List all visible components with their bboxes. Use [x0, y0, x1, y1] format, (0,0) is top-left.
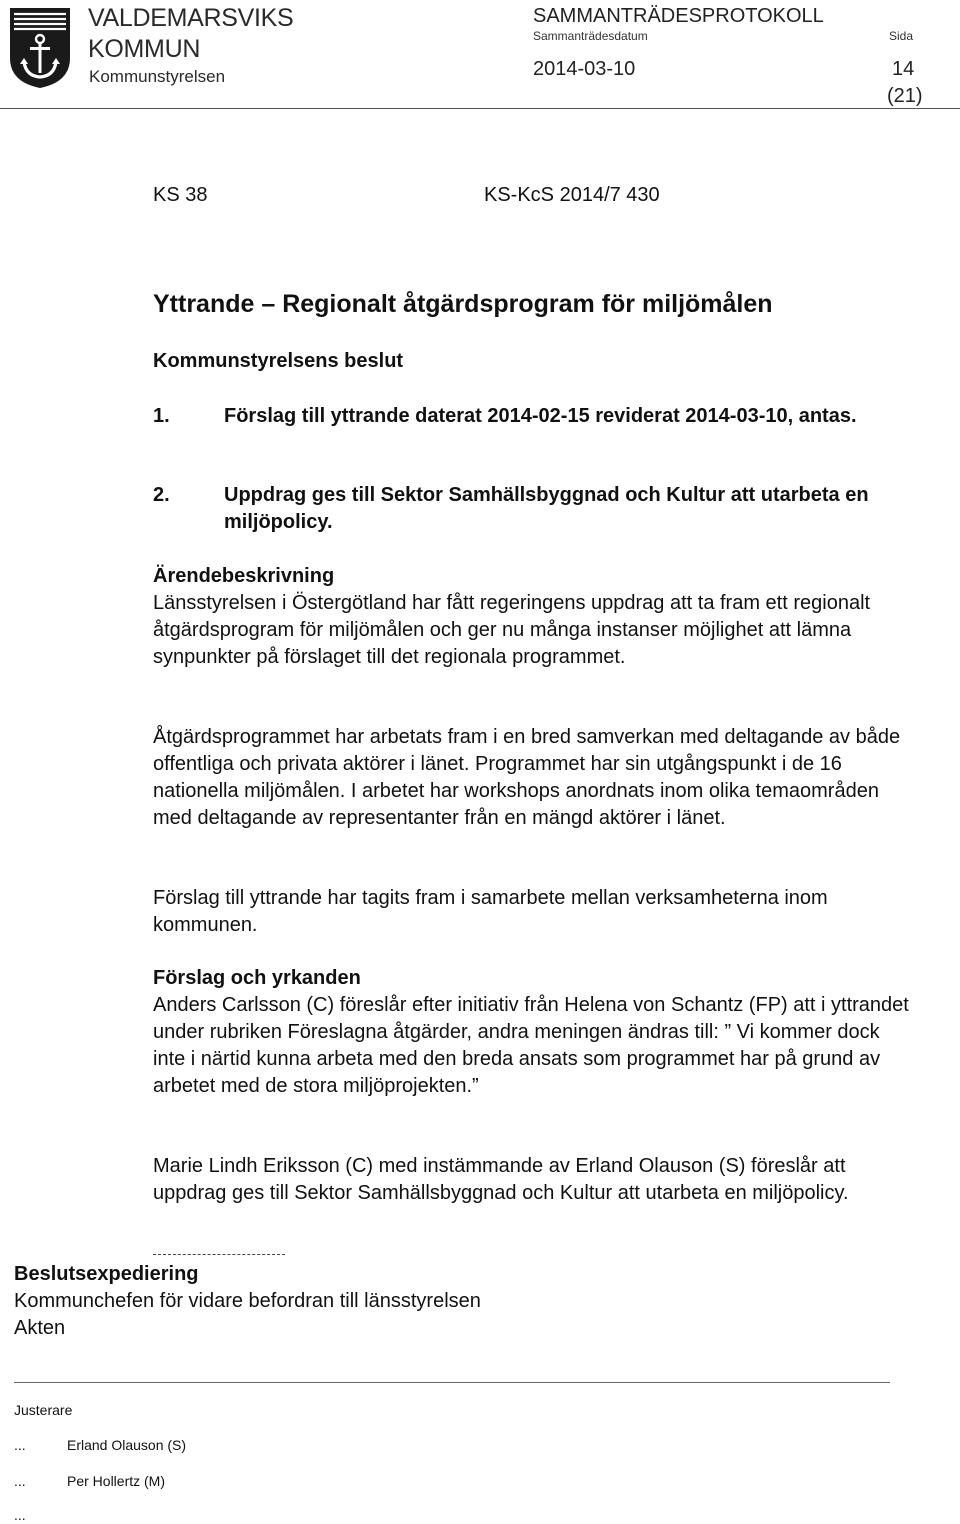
page-total: (21) [887, 85, 923, 107]
header-divider [0, 108, 960, 109]
proposals-heading: Förslag och yrkanden [153, 967, 361, 989]
case-number: KS 38 [153, 184, 208, 206]
case-reference: KS-KcS 2014/7 430 [484, 184, 660, 206]
meeting-date: 2014-03-10 [533, 58, 636, 80]
decision-item: Uppdrag ges till Sektor Samhällsbyggnad och Kultur att utarbeta en miljöpolicy. [224, 484, 869, 533]
signature-dots: ... [14, 1507, 26, 1523]
decision-item-number: 2. [153, 484, 170, 506]
description-paragraph: Länsstyrelsen i Östergötland har fått regeringens uppdrag att ta fram ett regionalt åtgärdsprogram för miljömålen och ger nu många instanser möjlighet att lämna synpunkter på förslaget till det regionala programmet. [153, 592, 871, 668]
proposal-paragraph: Anders Carlsson (C) föreslår efter initiativ från Helena von Schantz (FP) att i yttrandet under rubriken Föreslagna åtgärder, andra meningen ändras till: ” Vi kommer dock inte i närtid kunna arbeta med den breda ansats som programmet har på grund av arbetet med de stora miljöprojekten.” [153, 994, 909, 1097]
decision-item: Förslag till yttrande daterat 2014-02-15 reviderat 2014-03-10, antas. [224, 405, 857, 427]
proposal-paragraph: Marie Lindh Eriksson (C) med instämmande av Erland Olauson (S) föreslår att uppdrag ges till Sektor Samhällsbyggnad och Kultur att utarbeta en miljöpolicy. [153, 1155, 849, 1204]
page-number: 14 [892, 58, 915, 80]
dispatch-line: Kommunchefen för vidare befordran till länsstyrelsen [14, 1290, 481, 1312]
coat-of-arms-icon [8, 6, 72, 90]
signature-dots: ... [14, 1473, 26, 1489]
signature-divider [14, 1382, 890, 1383]
section-separator [153, 1254, 285, 1255]
signatures-heading: Justerare [14, 1402, 73, 1418]
signatory-name: Erland Olauson (S) [67, 1437, 187, 1453]
org-name-line1: VALDEMARSVIKS [88, 4, 294, 32]
date-label: Sammanträdesdatum [533, 29, 648, 43]
document-type: SAMMANTRÄDESPROTOKOLL [533, 5, 824, 27]
decision-item-number: 1. [153, 405, 170, 427]
org-name-line2: KOMMUN [88, 35, 201, 63]
description-paragraph: Åtgärdsprogrammet har arbetats fram i en bred samverkan med deltagande av både offentliga och privata aktörer i länet. Programmet har sin utgångspunkt i de 16 nationella miljömålen. I arbetet har workshops anordnats inom olika temaområden med deltagande av representanter från en mängd aktörer i länet. [153, 726, 901, 829]
signatory-name: Per Hollertz (M) [67, 1473, 166, 1489]
page-title: Yttrande – Regionalt åtgärdsprogram för miljömålen [153, 290, 773, 318]
decision-heading: Kommunstyrelsens beslut [153, 350, 404, 372]
signature-dots: ... [14, 1437, 26, 1453]
municipality-logo [4, 4, 324, 90]
dispatch-heading: Beslutsexpediering [14, 1263, 199, 1285]
description-heading: Ärendebeskrivning [153, 565, 335, 587]
description-paragraph: Förslag till yttrande har tagits fram i samarbete mellan verksamheterna inom kommunen. [153, 887, 828, 936]
org-department: Kommunstyrelsen [89, 67, 226, 86]
dispatch-line: Akten [14, 1317, 66, 1339]
page-label: Sida [889, 29, 914, 43]
